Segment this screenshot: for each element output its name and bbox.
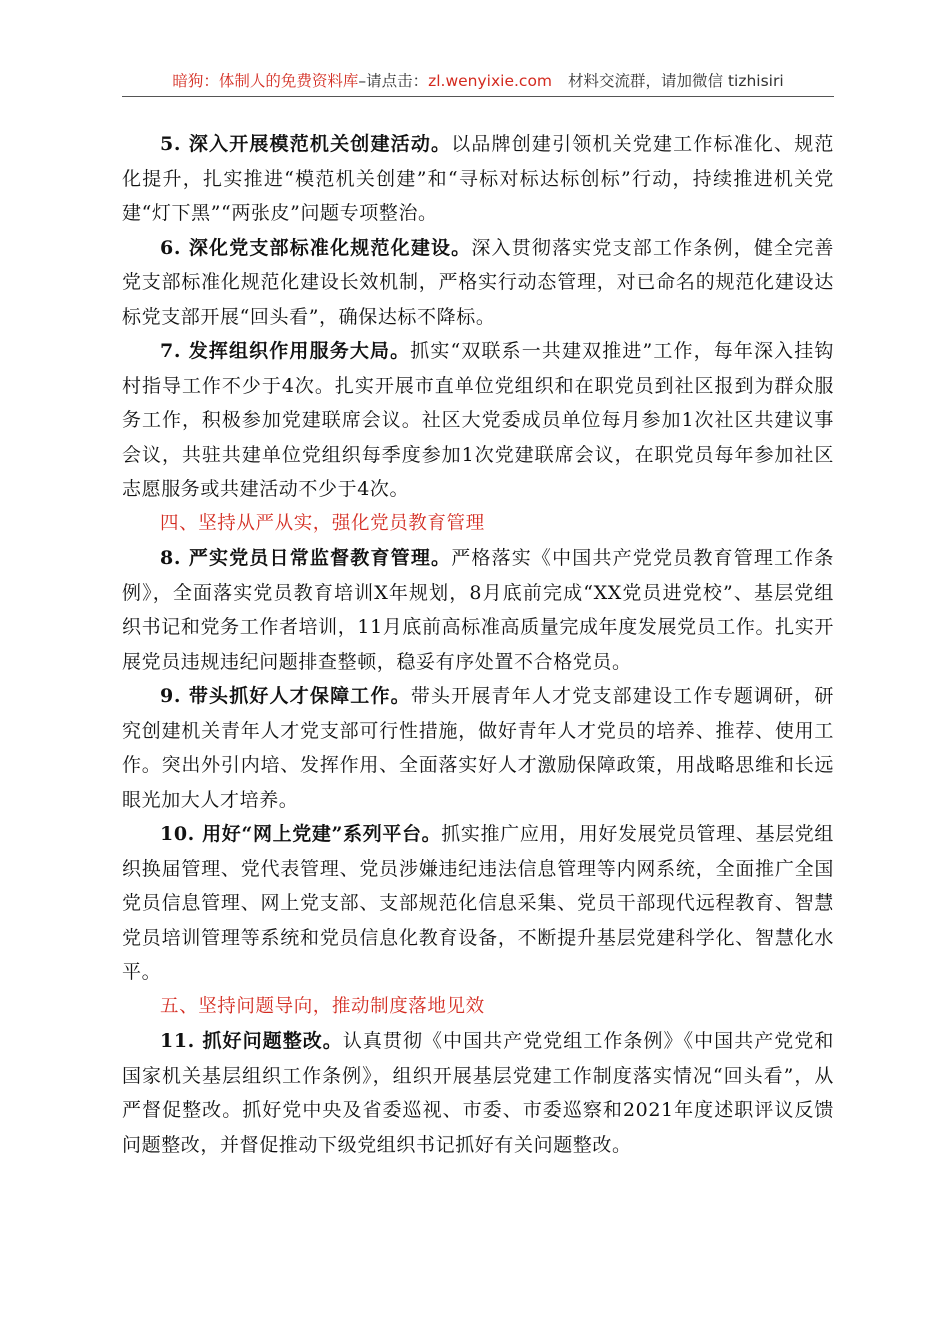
paragraph-11: [122, 1024, 834, 1162]
paragraph-6-body: 深入贯彻落实党支部工作条例，健全完善党支部标准化规范化建设长效机制，严格实行动态管理，对已命名的规范化建设达标党支部开展“回头看”，确保达标不降标。: [122, 236, 835, 328]
paragraph-10: [122, 817, 834, 990]
paragraph-11-body: 认真贯彻《中国共产党党组工作条例》《中国共产党党和国家机关基层组织工作条例》，组织开展基层党建工作制度落实情况“回头看”，从严督促整改。抓好党中央及省委巡视、市委、市委巡察和2021年度述职评议反馈问题整改，并督促推动下级党组织书记抓好有关问题整改。: [122, 1030, 834, 1156]
paragraph-7-number: 7.: [160, 340, 189, 362]
header-wechat-note: 材料交流群，请加微信 tizhisiri: [568, 72, 784, 90]
paragraph-5-body: 以品牌创建引领机关党建工作标准化、规范化提升，扎实推进“模范机关创建”和“寻标对标达标创标”行动，持续推进机关党建“灯下黑”“两张皮”问题专项整治。: [122, 133, 835, 224]
paragraph-10-number: 10.: [160, 823, 203, 845]
section-heading-4: 四、坚持从严从实，强化党员教育管理: [160, 512, 485, 534]
paragraph-6-number: 6.: [160, 236, 189, 259]
paragraph-11-number: 11.: [160, 1030, 203, 1052]
header-divider: [122, 96, 834, 97]
paragraph-5: [122, 127, 834, 231]
paragraph-7: [122, 334, 834, 507]
paragraph-8-title: 严实党员日常监督教育管理。: [188, 547, 452, 569]
document-body: [122, 127, 834, 1162]
paragraph-7-title: 发挥组织作用服务大局。: [188, 340, 411, 362]
paragraph-5-number: 5.: [160, 133, 189, 155]
header-brand: 暗狗：体制人的免费资料库: [172, 72, 359, 90]
paragraph-9-number: 9.: [160, 685, 189, 707]
paragraph-6-title: 深化党支部标准化规范化建设。: [188, 236, 472, 259]
paragraph-8-body: 严格落实《中国共产党党员教育管理工作条例》，全面落实党员教育培训X年规划，8月底前完成“XX党员进党校”、基层党组织书记和党务工作者培训，11月底前高标准高质量完成年度发展党员工作。扎实开展党员违规违纪问题排查整顿，稳妥有序处置不合格党员。: [122, 547, 835, 673]
header-link[interactable]: zl.wenyixie.com: [428, 72, 553, 90]
paragraph-5-title: 深入开展模范机关创建活动。: [188, 133, 452, 155]
paragraph-9-body: 带头开展青年人才党支部建设工作专题调研，研究创建机关青年人才党支部可行性措施，做好青年人才党员的培养、推荐、使用工作。突出外引内培、发挥作用、全面落实好人才激励保障政策，用战略思维和长远眼光加大人才培养。: [122, 685, 835, 811]
paragraph-7-body: 抓实“双联系一共建双推进”工作，每年深入挂钩村指导工作不少于4次。扎实开展市直单位党组织和在职党员到社区报到为群众服务工作，积极参加党建联席会议。社区大党委成员单位每月参加1次社区共建议事会议，共驻共建单位党组织每季度参加1次党建联席会议，在职党员每年参加社区志愿服务或共建活动不少于4次。: [122, 340, 834, 500]
paragraph-9-title: 带头抓好人才保障工作。: [188, 685, 411, 707]
paragraph-9: [122, 679, 834, 817]
page-header: [122, 66, 834, 96]
paragraph-10-body: 抓实推广应用，用好发展党员管理、基层党组织换届管理、党代表管理、党员涉嫌违纪违法信息管理等内网系统，全面推广全国党员信息管理、网上党支部、支部规范化信息采集、党员干部现代远程教育、智慧党员培训管理等系统和党员信息化教育设备，不断提升基层党建科学化、智慧化水平。: [122, 823, 834, 983]
paragraph-11-title: 抓好问题整改。: [202, 1030, 343, 1052]
paragraph-8: [122, 541, 834, 679]
paragraph-8-number: 8.: [160, 547, 189, 569]
paragraph-6: [122, 231, 834, 335]
section-heading-5: 五、坚持问题导向，推动制度落地见效: [160, 995, 485, 1017]
paragraph-10-title: 用好“网上党建”系列平台。: [202, 823, 442, 845]
header-link-prompt: –请点击：: [358, 72, 429, 90]
